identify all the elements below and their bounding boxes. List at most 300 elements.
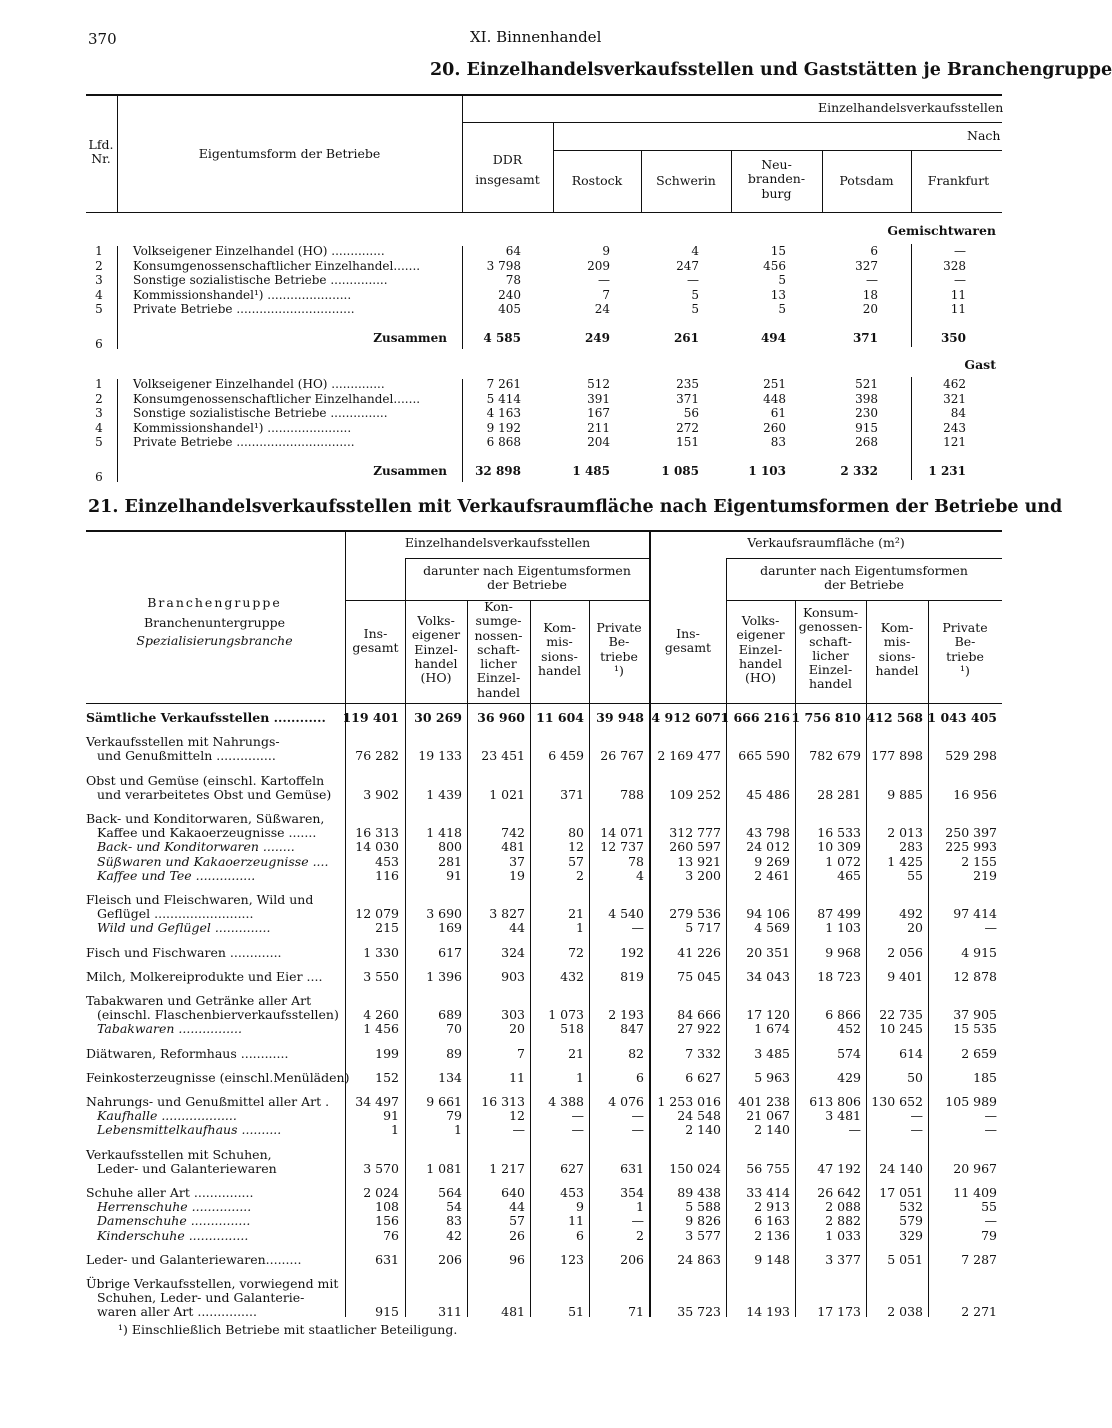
table-cell: 5 588	[685, 1199, 721, 1215]
table-cell: 64	[505, 244, 521, 258]
table-cell: 398	[855, 391, 878, 406]
table-cell: 9 968	[825, 944, 861, 960]
row-label: Lebensmittelkaufhaus ..........	[97, 1122, 282, 1138]
col-header-volks-2: Volks- eigener Einzel- handel (HO)	[736, 613, 785, 686]
table-cell: 89	[446, 1045, 462, 1061]
row-label: Nahrungs- und Genußmittel aller Art .	[86, 1094, 330, 1109]
rule	[405, 558, 649, 559]
table-cell: 72	[568, 944, 584, 960]
table-cell: —	[984, 1213, 997, 1229]
table-cell: —	[984, 1108, 997, 1124]
table-cell: 134	[438, 1069, 462, 1085]
row-label: Kinderschuhe ...............	[97, 1227, 249, 1243]
table-cell: 915	[375, 1304, 399, 1320]
table-cell: —	[631, 1108, 644, 1124]
table-cell: 91	[383, 1108, 399, 1124]
row-number: 1	[95, 244, 103, 258]
table-cell: 42	[446, 1227, 462, 1243]
page-header: XI. Binnenhandel	[470, 28, 602, 46]
table-cell: —	[631, 1122, 644, 1138]
table-cell: 36 960	[477, 710, 525, 725]
table-cell: 4 388	[548, 1094, 584, 1109]
table-cell: 453	[560, 1185, 584, 1200]
table-cell: 108	[375, 1199, 399, 1215]
table-cell: —	[571, 1108, 584, 1124]
total-label: Zusammen	[373, 330, 447, 345]
row-number: 3	[95, 406, 103, 420]
row-number: 3	[95, 273, 103, 287]
table-cell: 24 140	[879, 1160, 923, 1176]
table-cell: 12	[568, 839, 584, 855]
row-label: Fleisch und Fleischwaren, Wild und	[86, 892, 314, 907]
table-cell: 35 723	[677, 1304, 721, 1320]
table-cell: 1 456	[363, 1021, 399, 1037]
table-cell: 20	[907, 920, 923, 936]
table-cell: 10 245	[879, 1021, 923, 1037]
table-cell: 9 192	[486, 420, 521, 435]
row-label: Private Betriebe ...............................	[133, 435, 355, 449]
table-cell: 39 948	[596, 710, 644, 725]
table-cell: 1 418	[426, 825, 462, 841]
table-cell: 1 033	[825, 1227, 861, 1243]
row-label: Konsumgenossenschaftlicher Einzelhandel.......	[133, 258, 421, 273]
row-label: Schuhen, Leder- und Galanterie-	[97, 1290, 305, 1306]
table-cell: 247	[676, 258, 699, 273]
table-cell: 5	[691, 302, 699, 316]
row-label: Back- und Konditorwaren, Süßwaren,	[86, 811, 325, 826]
table-cell: 17 120	[746, 1007, 790, 1023]
table-cell: 44	[509, 920, 525, 936]
col-header-darunter: darunter nach Eigentumsformen der Betriebe	[423, 563, 631, 593]
table-cell: 303	[501, 1007, 525, 1023]
table-cell: 20	[509, 1021, 525, 1037]
row-label: Milch, Molkereiprodukte und Eier ....	[86, 968, 323, 984]
table-cell: 20 351	[746, 944, 790, 960]
row-label: Übrige Verkaufsstellen, vorwiegend mit	[86, 1276, 339, 1291]
table-cell: —	[984, 920, 997, 936]
row-label: Geflügel .........................	[97, 906, 254, 922]
col-header-lfd: Lfd. Nr.	[88, 137, 114, 167]
table-cell: 2 024	[363, 1185, 399, 1200]
table-cell: 371	[560, 786, 584, 802]
table-cell: 219	[973, 867, 997, 883]
table-cell: 121	[943, 435, 966, 449]
table-cell: 627	[560, 1160, 584, 1176]
table-cell: 45 486	[746, 786, 790, 802]
table-cell: 5 414	[486, 391, 521, 406]
row-label: Verkaufsstellen mit Schuhen,	[86, 1146, 272, 1162]
total-cell: 494	[760, 330, 786, 345]
table-cell: 614	[899, 1045, 923, 1061]
col-header-frankfurt: Frankfurt	[927, 173, 990, 188]
row-label: und Genußmitteln ...............	[97, 748, 276, 764]
rule	[911, 244, 912, 347]
table-cell: 465	[837, 867, 861, 883]
col-header-priv-2: Private Be- triebe ¹)	[942, 620, 988, 678]
table-cell: 456	[763, 258, 786, 273]
row-label: Schuhe aller Art ...............	[86, 1185, 254, 1200]
table-cell: 47 192	[817, 1160, 861, 1176]
table-cell: 24	[594, 302, 610, 316]
table-cell: 617	[438, 944, 462, 960]
table-cell: 15	[770, 244, 786, 258]
table-cell: 9 826	[685, 1213, 721, 1229]
table-cell: 80	[568, 825, 584, 841]
table-cell: 529 298	[945, 748, 997, 764]
table-cell: 5	[778, 273, 786, 287]
col-header-schwerin: Schwerin	[656, 173, 716, 188]
table-cell: 75 045	[677, 968, 721, 984]
table-cell: 579	[899, 1213, 923, 1229]
table-cell: 78	[505, 273, 521, 287]
table-cell: 50	[907, 1069, 923, 1085]
table-cell: 21	[568, 906, 584, 922]
row-number: 4	[95, 420, 103, 435]
col-header-spezialisierung: Spezialisierungsbranche	[136, 633, 293, 648]
table-cell: —	[848, 1122, 861, 1138]
table-cell: 5 717	[685, 920, 721, 936]
table-cell: 16 956	[953, 786, 997, 802]
table-cell: —	[984, 1122, 997, 1138]
table-cell: 915	[855, 420, 878, 435]
table-cell: 492	[899, 906, 923, 922]
table-cell: 1	[636, 1199, 644, 1215]
row-label: Tabakwaren ................	[97, 1021, 242, 1037]
table-cell: 43 798	[746, 825, 790, 841]
table-cell: 11	[950, 302, 966, 316]
col-header-komm: Kom- mis- sions- handel	[538, 620, 581, 678]
table-cell: 105 989	[945, 1094, 997, 1109]
table-cell: 1	[576, 920, 584, 936]
table-cell: 2 056	[887, 944, 923, 960]
table-cell: 260 597	[669, 839, 721, 855]
table-cell: 130 652	[871, 1094, 923, 1109]
table-cell: 76 282	[355, 748, 399, 764]
table-cell: 5 963	[754, 1069, 790, 1085]
table-cell: 82	[628, 1045, 644, 1061]
table-cell: 16 313	[481, 1094, 525, 1109]
total-cell: 1 485	[572, 463, 610, 478]
row-label: Verkaufsstellen mit Nahrungs-	[86, 734, 280, 750]
table-cell: 185	[973, 1069, 997, 1085]
col-header-darunter-2: darunter nach Eigentumsformen der Betriebe	[760, 563, 968, 593]
table-cell: 21	[568, 1045, 584, 1061]
table-cell: —	[866, 273, 878, 287]
table-cell: 3 827	[489, 906, 525, 922]
total-cell: 350	[940, 330, 966, 345]
table-cell: 11	[568, 1213, 584, 1229]
table-cell: 903	[501, 968, 525, 984]
table-cell: 24 012	[746, 839, 790, 855]
section-label: Gemischtwaren	[887, 223, 996, 238]
table-cell: 1 253 016	[657, 1094, 721, 1109]
col-header-branchengruppe: Branchengruppe	[147, 595, 282, 610]
row-label: und verarbeitetes Obst und Gemüse)	[97, 786, 332, 802]
table-cell: 742	[501, 825, 525, 841]
table-cell: 613 806	[809, 1094, 861, 1109]
table-cell: —	[631, 1213, 644, 1229]
row-label: Damenschuhe ...............	[97, 1213, 251, 1229]
table-cell: —	[687, 273, 699, 287]
col-header-neubrandenburg: Neu- branden- burg	[747, 157, 806, 201]
table-cell: 37 905	[953, 1007, 997, 1023]
table-cell: 16 313	[355, 825, 399, 841]
table-cell: 272	[676, 420, 699, 435]
table-cell: 782 679	[809, 748, 861, 764]
table-cell: 26 642	[817, 1185, 861, 1200]
table-cell: 89 438	[677, 1185, 721, 1200]
table-cell: 151	[676, 435, 699, 449]
table-cell: 1 396	[426, 968, 462, 984]
table-cell: 7 332	[685, 1045, 721, 1061]
table-cell: 55	[907, 867, 923, 883]
table-cell: 391	[587, 391, 610, 406]
table-cell: 243	[943, 420, 966, 435]
col-header-insgesamt-2: Ins- gesamt	[664, 626, 712, 656]
table-cell: 15 535	[953, 1021, 997, 1037]
table-cell: —	[910, 1122, 923, 1138]
table-cell: 156	[375, 1213, 399, 1229]
row-number: 1	[95, 377, 103, 391]
table-cell: 2 461	[754, 867, 790, 883]
table-cell: 7 287	[961, 1251, 997, 1267]
table-cell: 6 459	[548, 748, 584, 764]
row-label: Obst und Gemüse (einschl. Kartoffeln	[86, 772, 325, 788]
table-cell: 412 568	[866, 710, 923, 725]
table-cell: 327	[855, 258, 878, 273]
table-cell: 401 238	[738, 1094, 790, 1109]
table-cell: 19	[509, 867, 525, 883]
table-cell: 532	[899, 1199, 923, 1215]
table-cell: 4 260	[363, 1007, 399, 1023]
table-cell: 4	[636, 867, 644, 883]
table-cell: 20 967	[953, 1160, 997, 1176]
table-cell: 94 106	[746, 906, 790, 922]
rule	[117, 246, 118, 349]
table-cell: 12 079	[355, 906, 399, 922]
col-header-priv: Private Be- triebe ¹)	[596, 620, 642, 678]
table-cell: 2 193	[608, 1007, 644, 1023]
table-cell: 96	[509, 1251, 525, 1267]
table-cell: 3 200	[685, 867, 721, 883]
table-cell: 1 043 405	[927, 710, 997, 725]
rule	[462, 379, 463, 482]
rule	[726, 558, 1002, 559]
table-cell: 1 330	[363, 944, 399, 960]
table-cell: 61	[770, 406, 786, 420]
row-label: Kommissionshandel¹) ......................	[133, 287, 352, 302]
table-cell: 1 425	[887, 853, 923, 869]
rule	[86, 212, 1002, 213]
row-label: Kaffee und Kakaoerzeugnisse .......	[97, 825, 317, 841]
row-label: Kaffee und Tee ...............	[97, 867, 256, 883]
table-cell: 521	[855, 377, 878, 391]
table-cell: 10 309	[817, 839, 861, 855]
table-cell: 631	[620, 1160, 644, 1176]
table-cell: 4	[691, 244, 699, 258]
table-cell: 55	[981, 1199, 997, 1215]
table-cell: —	[954, 273, 966, 287]
row-label: Leder- und Galanteriewaren	[97, 1160, 277, 1176]
table-cell: 6	[636, 1069, 644, 1085]
table-cell: 2 169 477	[657, 748, 721, 764]
table-cell: 5	[691, 287, 699, 302]
table-cell: 453	[375, 853, 399, 869]
total-cell: 371	[852, 330, 878, 345]
row-label: Feinkosterzeugnisse (einschl.Menüläden)	[86, 1069, 350, 1085]
table-cell: 2 882	[825, 1213, 861, 1229]
table-cell: 23 451	[481, 748, 525, 764]
table-cell: 2 155	[961, 853, 997, 869]
table-cell: —	[954, 244, 966, 258]
table-cell: 512	[587, 377, 610, 391]
footnote: ¹) Einschließlich Betriebe mit staatlicher Beteiligung.	[118, 1322, 458, 1337]
table-cell: 1 073	[548, 1007, 584, 1023]
table-cell: 9	[602, 244, 610, 258]
table-cell: 12 878	[953, 968, 997, 984]
table-cell: 3 798	[486, 258, 521, 273]
row-label: Kaufhalle ...................	[97, 1108, 237, 1124]
table-cell: 22 735	[879, 1007, 923, 1023]
table-cell: 71	[628, 1304, 644, 1320]
table-cell: 6 866	[825, 1007, 861, 1023]
total-cell: 261	[673, 330, 699, 345]
table-cell: 87 499	[817, 906, 861, 922]
table-cell: 518	[560, 1021, 584, 1037]
rule	[117, 379, 118, 482]
table-cell: 1 072	[825, 853, 861, 869]
table-cell: 20	[862, 302, 878, 316]
table-cell: 3 485	[754, 1045, 790, 1061]
table-cell: 1	[454, 1122, 462, 1138]
table-cell: 21 067	[746, 1108, 790, 1124]
table-cell: 481	[501, 1304, 525, 1320]
table-cell: 3 377	[825, 1251, 861, 1267]
table-cell: 17 173	[817, 1304, 861, 1320]
row-label: Herrenschuhe ...............	[97, 1199, 252, 1215]
table-cell: 78	[628, 853, 644, 869]
table-cell: 1	[576, 1069, 584, 1085]
rule	[86, 530, 1002, 532]
table-cell: —	[512, 1122, 525, 1138]
col-header-insgesamt: Ins- gesamt	[352, 626, 399, 656]
table-cell: —	[910, 1108, 923, 1124]
rule	[463, 122, 1002, 123]
table-cell: 30 269	[414, 710, 462, 725]
table-cell: 230	[855, 406, 878, 420]
table-cell: 1 081	[426, 1160, 462, 1176]
table-cell: 4 540	[608, 906, 644, 922]
rule	[911, 377, 912, 480]
table-cell: 329	[899, 1227, 923, 1243]
table-cell: 225 993	[945, 839, 997, 855]
table-cell: 28 281	[817, 786, 861, 802]
table-cell: 83	[770, 435, 786, 449]
row-number: 6	[95, 336, 103, 351]
row-label: Tabakwaren und Getränke aller Art	[86, 993, 312, 1008]
table-cell: 3 577	[685, 1227, 721, 1243]
table-cell: 3 570	[363, 1160, 399, 1176]
table-cell: 57	[568, 853, 584, 869]
table-cell: 150 024	[669, 1160, 721, 1176]
table-cell: 34 043	[746, 968, 790, 984]
table-cell: 41 226	[677, 944, 721, 960]
table-cell: 79	[981, 1227, 997, 1243]
table-21-title: 21. Einzelhandelsverkaufsstellen mit Verkaufsraumfläche nach Eigentumsformen der Betriebe und	[88, 497, 1063, 517]
row-number: 2	[95, 258, 103, 273]
total-cell: 1 103	[748, 463, 786, 478]
col-header-konsum: Kon- sumge- nossen- schaft- licher Einzel- handel	[474, 599, 523, 700]
table-cell: 640	[501, 1185, 525, 1200]
table-cell: 209	[587, 258, 610, 273]
table-cell: 27 922	[677, 1021, 721, 1037]
table-cell: 2 136	[754, 1227, 790, 1243]
table-cell: 405	[498, 302, 521, 316]
table-cell: 2 913	[754, 1199, 790, 1215]
table-cell: 819	[620, 968, 644, 984]
row-number: 5	[95, 302, 103, 316]
table-cell: 631	[375, 1251, 399, 1267]
rule	[553, 123, 554, 212]
row-label: Sonstige sozialistische Betriebe ...............	[133, 406, 388, 420]
table-cell: 18	[862, 287, 878, 302]
table-cell: 16 533	[817, 825, 861, 841]
total-cell: 1 085	[661, 463, 699, 478]
table-cell: 11	[950, 287, 966, 302]
table-cell: 564	[438, 1185, 462, 1200]
table-cell: —	[631, 920, 644, 936]
table-cell: 91	[446, 867, 462, 883]
table-cell: 1 217	[489, 1160, 525, 1176]
table-cell: 11 604	[536, 710, 584, 725]
table-cell: 14 071	[600, 825, 644, 841]
rule	[86, 94, 1002, 96]
col-header-einzel: Einzelhandelsverkaufsstellen	[404, 535, 591, 550]
row-label: Süßwaren und Kakaoerzeugnisse ....	[97, 853, 329, 869]
row-label: Private Betriebe ...............................	[133, 302, 355, 316]
table-cell: 2 038	[887, 1304, 923, 1320]
table-cell: 119 401	[342, 710, 399, 725]
rule	[553, 150, 1002, 151]
table-cell: 204	[587, 435, 610, 449]
rule	[462, 246, 463, 349]
table-cell: 11 409	[953, 1185, 997, 1200]
table-cell: 6	[576, 1227, 584, 1243]
table-cell: 177 898	[871, 748, 923, 764]
table-cell: 574	[837, 1045, 861, 1061]
table-cell: 328	[943, 258, 966, 273]
table-cell: 12	[509, 1108, 525, 1124]
table-cell: 2	[636, 1227, 644, 1243]
table-cell: 14 193	[746, 1304, 790, 1320]
table-cell: 54	[446, 1199, 462, 1215]
table-cell: 152	[375, 1069, 399, 1085]
row-label: Fisch und Fischwaren .............	[86, 944, 282, 960]
section-label: Gast	[964, 357, 996, 372]
table-cell: 79	[446, 1108, 462, 1124]
table-cell: 260	[763, 420, 786, 435]
table-cell: 70	[446, 1021, 462, 1037]
table-cell: 9 661	[426, 1094, 462, 1109]
table-cell: 2 088	[825, 1199, 861, 1215]
table-cell: 312 777	[669, 825, 721, 841]
row-label: Diätwaren, Reformhaus ............	[86, 1045, 289, 1061]
table-cell: 206	[438, 1251, 462, 1267]
table-cell: 2 140	[754, 1122, 790, 1138]
table-cell: 215	[375, 920, 399, 936]
table-cell: 2 013	[887, 825, 923, 841]
table-cell: 56	[683, 406, 699, 420]
